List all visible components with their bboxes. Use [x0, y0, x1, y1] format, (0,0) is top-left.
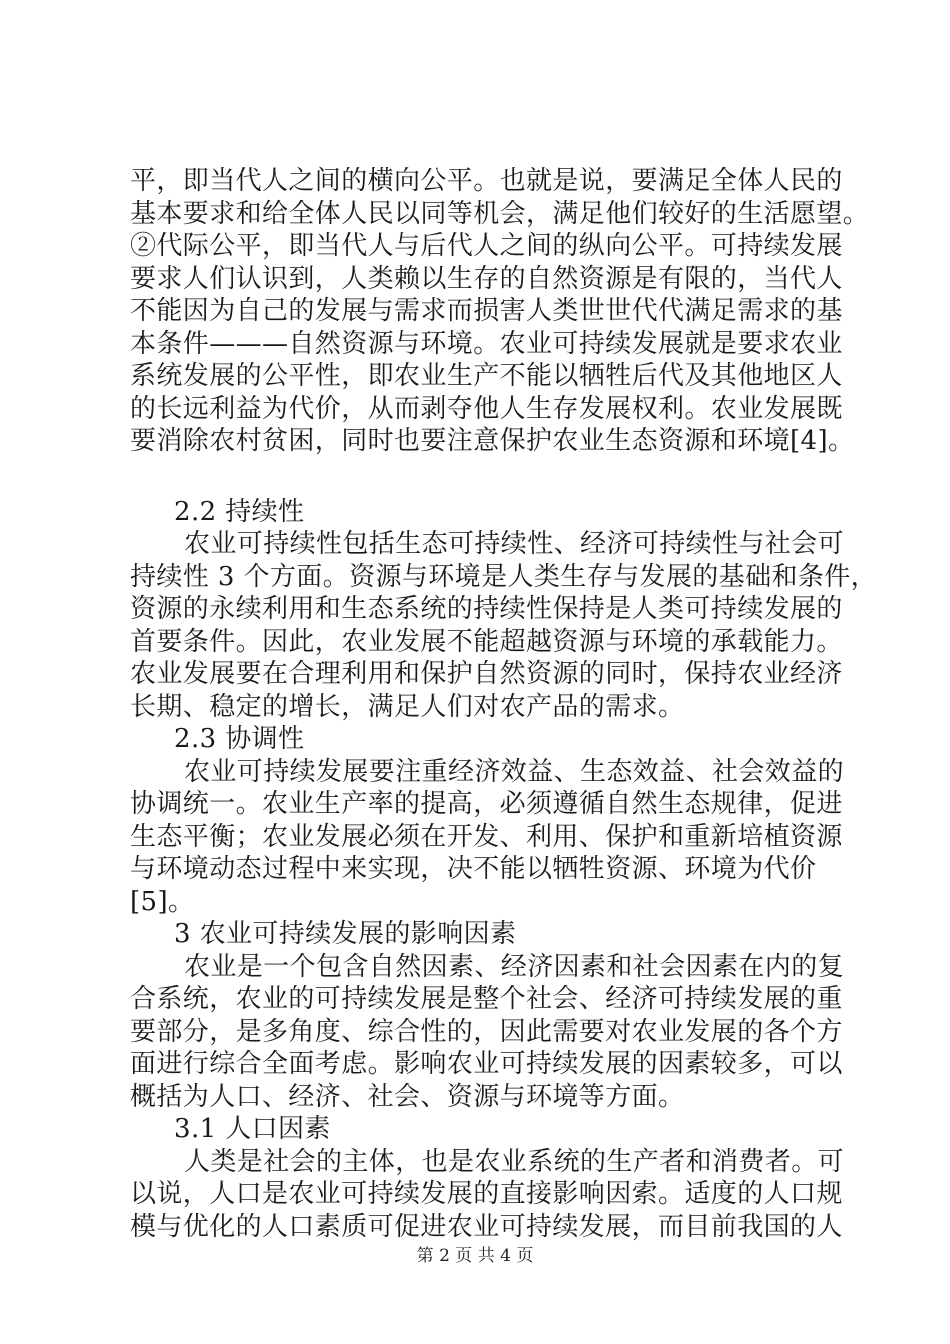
text-line: 的长远利益为代价，从而剥夺他人生存发展权利。农业发展既 [130, 393, 843, 424]
page-number: 第 2 页 共 4 页 [416, 1246, 534, 1266]
text-line: 系统发展的公平性，即农业生产不能以牺牲后代及其他地区人 [130, 361, 843, 391]
text-line: 要求人们认识到，人类赖以生存的自然资源是有限的，当代人 [130, 263, 843, 294]
text-line: 以说，人口是农业可持续发展的直接影响因索。适度的人口规 [130, 1179, 843, 1209]
text-line: ②代际公平，即当代人与后代人之间的纵向公平。可持续发展 [130, 231, 843, 261]
text-line: 本条件———自然资源与环境。农业可持续发展就是要求农业 [130, 328, 843, 359]
document-body [130, 165, 878, 1243]
text-line: 要部分，是多角度、综合性的，因此需要对农业发展的各个方 [130, 1016, 843, 1047]
paragraph-sustainability [130, 528, 878, 723]
text-line: 平，即当代人之间的横向公平。也就是说，要满足全体人民的 [130, 166, 843, 196]
section-heading-2-2: 2.2 持续性 [174, 496, 305, 527]
paragraph-coordination [130, 756, 845, 919]
text-line: 要消除农村贫困，同时也要注意保护农业生态资源和环境[4]。 [130, 426, 855, 456]
text-line: 持续性 3 个方面。资源与环境是人类生存与发展的基础和条件， [130, 561, 878, 592]
text-line: 概括为人口、经济、社会、资源与环境等方面。 [130, 1081, 685, 1112]
text-line: 合系统，农业的可持续发展是整个社会、经济可持续发展的重 [130, 984, 843, 1014]
text-line: 模与优化的人口素质可促进农业可持续发展，而目前我国的人 [130, 1211, 843, 1242]
text-line: 农业是一个包含自然因素、经济因素和社会因素在内的复 [184, 951, 845, 982]
section-heading-2-3: 2.3 协调性 [174, 724, 305, 754]
text-line: 首要条件。因此，农业发展不能超越资源与环境的承载能力。 [130, 626, 843, 657]
paragraph-population [130, 1146, 845, 1244]
text-line: 协调统一。农业生产率的提高，必须遵循自然生态规律，促进 [130, 789, 843, 819]
text-line: 不能因为自己的发展与需求而损害人类世世代代满足需求的基 [130, 296, 843, 326]
text-line: 农业发展要在合理利用和保护自然资源的同时，保持农业经济 [130, 659, 843, 689]
page-footer [0, 1245, 950, 1267]
text-line: 生态平衡；农业发展必须在开发、利用、保护和重新培植资源 [130, 821, 843, 852]
text-line: 长期、稳定的增长，满足人们对农产品的需求。 [130, 691, 685, 722]
section-heading-3-1: 3.1 人口因素 [174, 1114, 331, 1144]
text-line: 基本要求和给全体人民以同等机会，满足他们较好的生活愿望。 [130, 198, 870, 229]
text-line: 与环境动态过程中来实现，决不能以牺牲资源、环境为代价 [130, 854, 817, 884]
paragraph-influencing-factors [130, 951, 845, 1114]
text-line: [5]。 [130, 886, 195, 917]
text-line: 农业可持续性包括生态可持续性、经济可持续性与社会可 [184, 529, 845, 559]
paragraph-gap [130, 458, 830, 496]
text-line: 资源的永续利用和生态系统的持续性保持是人类可持续发展的 [130, 594, 843, 624]
section-heading-3: 3 农业可持续发展的影响因素 [174, 919, 517, 949]
text-line: 面进行综合全面考虑。影响农业可持续发展的因素较多，可以 [130, 1049, 843, 1079]
text-line: 农业可持续发展要注重经济效益、生态效益、社会效益的 [184, 756, 845, 787]
text-line: 人类是社会的主体，也是农业系统的生产者和消费者。可 [184, 1146, 845, 1177]
paragraph-equity [130, 165, 870, 458]
